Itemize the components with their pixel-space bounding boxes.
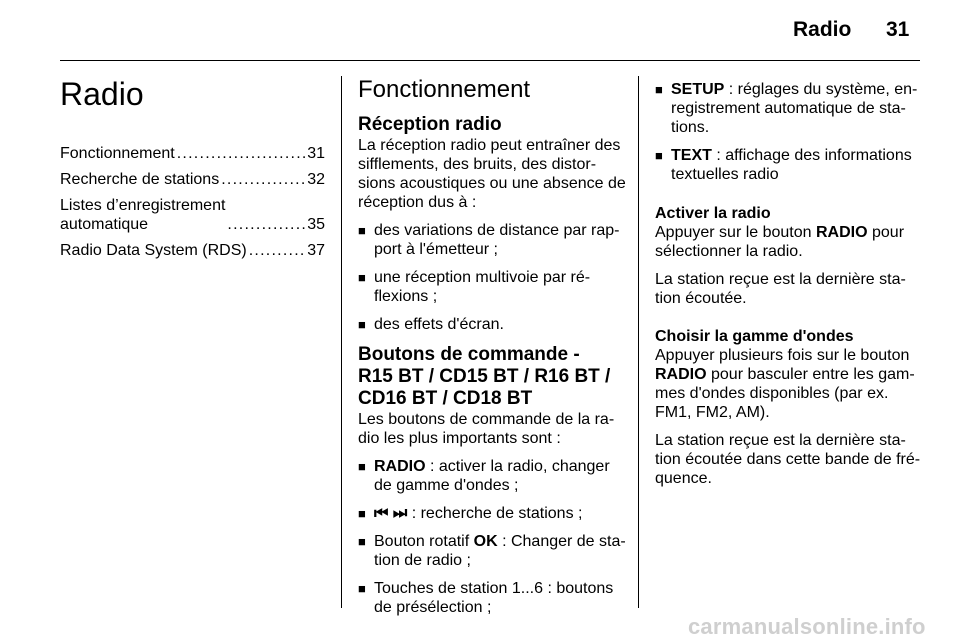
text: Appuyer plusieurs fois sur le bouton <box>655 347 910 364</box>
toc-entry-text: Radio Data System (RDS) <box>60 242 247 259</box>
text: Appuyer sur le bouton <box>655 224 816 241</box>
settings-column <box>655 80 923 497</box>
chapter-title: Radio <box>60 76 144 112</box>
text: pour sélectionner la radio. <box>655 224 905 260</box>
list-item <box>655 146 923 184</box>
band-title: Choisir la gamme d'ondes <box>655 328 854 345</box>
control-name: TEXT <box>671 147 712 164</box>
activate-title: Activer la radio <box>655 205 771 222</box>
band-paragraph-2: La station reçue est la dernière sta-tion écoutée dans cette bande de fré-quence. <box>655 432 921 487</box>
controls-title-line: R15 BT / CD15 BT / R16 BT / <box>358 366 611 387</box>
control-name: SETUP <box>671 81 725 98</box>
list-item: ■ une réception multivoie par ré-flexions ; <box>358 268 626 306</box>
controls-intro: Les boutons de commande de la ra-dio les plus importants sont : <box>358 411 615 447</box>
toc-dots <box>221 170 305 189</box>
control-desc: : affichage des informations textuelles radio <box>671 147 912 183</box>
watermark: carmanualsonline.info <box>688 614 926 639</box>
list-item <box>358 457 626 495</box>
toc-entry-page: 35 <box>307 216 325 233</box>
toc-entry[interactable] <box>60 144 325 163</box>
toc-entry-page: 37 <box>307 242 325 259</box>
reception-intro: La réception radio peut entraîner des sifflements, des bruits, des distor-sions acoustiques ou une absence de réception dus à : <box>358 137 626 211</box>
operation-column <box>358 70 626 627</box>
reception-title: Réception radio <box>358 114 502 135</box>
toc-entry-text: Recherche de stations <box>60 171 220 188</box>
radio-label: RADIO <box>816 224 868 241</box>
toc-entry-page: 31 <box>307 145 325 162</box>
list-item <box>358 579 626 617</box>
control-name: OK <box>473 533 498 550</box>
text: pour basculer entre les gam-mes d'ondes disponibles (par ex. FM1, FM2, AM). <box>655 366 915 421</box>
toc-entry-text: Listes d’enregistrement automatique <box>60 197 226 233</box>
control-prefix: Bouton rotatif <box>374 533 474 550</box>
seek-icons: ⏮ ⏭ <box>374 505 408 522</box>
controls-title-line: CD16 BT / CD18 BT <box>358 388 533 409</box>
toc-entry[interactable] <box>60 241 325 260</box>
header-page-number: 31 <box>886 18 910 41</box>
column-divider-1 <box>341 76 342 608</box>
control-desc: : réglages du système, en-registrement automatique de sta-tions. <box>671 81 918 136</box>
column-divider-2 <box>638 76 639 608</box>
toc-entry-page: 32 <box>307 171 325 188</box>
list-item <box>358 532 626 570</box>
toc-entry[interactable] <box>60 170 325 189</box>
header-divider <box>60 60 920 61</box>
list-item <box>358 504 626 523</box>
header-title: Radio <box>793 18 852 41</box>
activate-paragraph-2: La station reçue est la dernière sta-tion écoutée. <box>655 271 906 307</box>
list-item: ■ des effets d'écran. <box>358 315 626 334</box>
controls-title <box>358 344 626 410</box>
toc-dots <box>177 144 305 163</box>
list-item <box>655 80 923 137</box>
settings-list <box>655 80 923 184</box>
toc-dots <box>227 215 305 234</box>
controls-title-line: Boutons de commande - <box>358 344 580 365</box>
reception-list <box>358 221 626 334</box>
radio-label: RADIO <box>655 366 707 383</box>
list-item: ■ des variations de distance par rap-port à l'émetteur ; <box>358 221 626 259</box>
section-title: Fonctionnement <box>358 76 531 103</box>
control-desc: : Changer de sta-tion de radio ; <box>374 533 626 569</box>
toc-entry-text: Fonctionnement <box>60 145 175 162</box>
controls-list <box>358 457 626 617</box>
control-desc: : recherche de stations ; <box>407 505 583 522</box>
toc-entry[interactable] <box>60 196 325 234</box>
control-desc: Touches de station 1...6 : boutons de présélection ; <box>374 580 614 616</box>
toc-dots <box>249 241 305 260</box>
toc-column <box>60 70 325 267</box>
band-paragraph <box>655 346 923 422</box>
control-name: RADIO <box>374 458 426 475</box>
control-desc: : activer la radio, changer de gamme d'ondes ; <box>374 458 610 494</box>
activate-paragraph <box>655 223 923 261</box>
